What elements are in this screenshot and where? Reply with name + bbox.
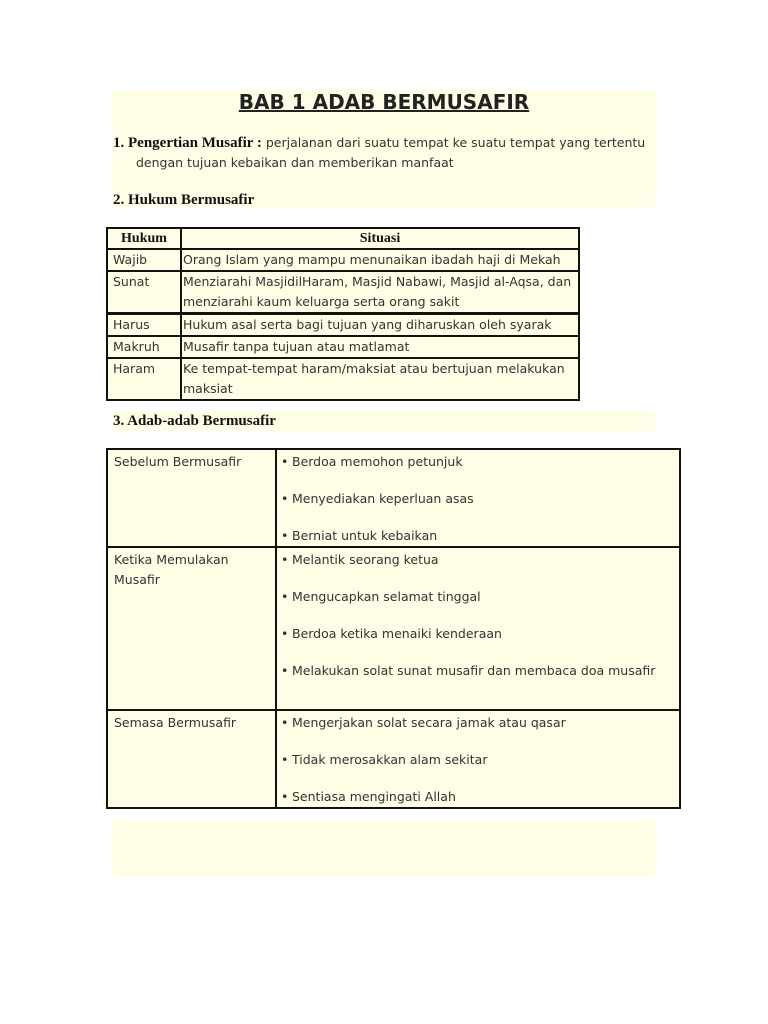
- list-item: [281, 713, 679, 733]
- cell-text-line: menziarahi kaum keluarga serta orang sakit: [183, 294, 460, 309]
- table-row: [107, 710, 680, 808]
- situasi-cell: [181, 249, 579, 271]
- bullet: •: [281, 491, 289, 506]
- list-item-text: Mengerjakan solat secara jamak atau qasar: [292, 715, 566, 730]
- adab-section-band: [113, 411, 655, 431]
- list-item-text: Mengucapkan selamat tinggal: [292, 589, 481, 604]
- list-item-text: Tidak merosakkan alam sekitar: [292, 752, 488, 767]
- table-header-row: [107, 228, 579, 249]
- bullet: •: [281, 789, 289, 804]
- phase-cell: [107, 449, 276, 547]
- page-title: BAB 1 ADAB BERMUSAFIR: [238, 90, 530, 114]
- cell-text-line: Ketika Memulakan: [114, 552, 229, 567]
- situasi-cell: [181, 358, 579, 400]
- hukum-cell: Wajib: [107, 249, 181, 271]
- cell-text-line: Hukum asal serta bagi tujuan yang diharuskan oleh syarak: [183, 317, 552, 332]
- list-item-text: Melakukan solat sunat musafir dan membaca doa musafir: [292, 663, 656, 678]
- bullet: •: [281, 752, 289, 767]
- items-cell: [276, 710, 680, 808]
- empty-section-block: [113, 820, 655, 877]
- cell-text-line: maksiat: [183, 381, 233, 396]
- table-row: [107, 547, 680, 710]
- cell-text-line: Semasa Bermusafir: [114, 715, 237, 730]
- hukum-cell: Haram: [107, 358, 181, 400]
- list-item: [281, 587, 679, 607]
- phase-cell: [107, 547, 276, 710]
- adab-table: [106, 448, 681, 809]
- definition-label: 1. Pengertian Musafir :: [113, 135, 262, 151]
- list-item-text: Berniat untuk kebaikan: [292, 528, 438, 543]
- phase-cell: [107, 710, 276, 808]
- cell-text-line: Musafir: [114, 572, 160, 587]
- cell-text-line: Ke tempat-tempat haram/maksiat atau bertujuan melakukan: [183, 361, 565, 376]
- definition-text: perjalanan dari suatu tempat ke suatu tempat yang tertentu: [265, 135, 646, 150]
- table-row: [107, 249, 579, 271]
- cell-text-line: Menziarahi MasjidilHaram, Masjid Nabawi, Masjid al-Aqsa, dan: [183, 274, 572, 289]
- definition-line: [113, 133, 645, 153]
- column-header-hukum: Hukum: [107, 228, 181, 249]
- table-row: [107, 449, 680, 547]
- hukum-heading: 2. Hukum Bermusafir: [113, 192, 255, 208]
- column-header-situasi: Situasi: [181, 228, 579, 249]
- bullet: •: [281, 552, 289, 567]
- hukum-cell: Sunat: [107, 271, 181, 314]
- list-item-text: Berdoa ketika menaiki kenderaan: [292, 626, 502, 641]
- cell-text-line: Orang Islam yang mampu menunaikan ibadah haji di Mekah: [183, 252, 561, 267]
- list-item-text: Sentiasa mengingati Allah: [292, 789, 456, 804]
- list-item: [281, 787, 679, 807]
- bullet: •: [281, 454, 289, 469]
- table-row: [107, 336, 579, 358]
- items-cell: [276, 547, 680, 710]
- list-item-text: Melantik seorang ketua: [292, 552, 439, 567]
- list-item: [281, 489, 679, 509]
- list-item: [281, 624, 679, 644]
- list-item: [281, 661, 679, 681]
- definition-text-continued: dengan tujuan kebaikan dan memberikan manfaat: [136, 155, 454, 170]
- situasi-cell: [181, 271, 579, 314]
- list-item: [281, 452, 679, 472]
- hukum-cell: Harus: [107, 314, 181, 337]
- bullet: •: [281, 715, 289, 730]
- bullet: •: [281, 626, 289, 641]
- hukum-cell: Makruh: [107, 336, 181, 358]
- bullet: •: [281, 663, 289, 678]
- bullet: •: [281, 528, 289, 543]
- table-row: [107, 314, 579, 337]
- list-item-text: Menyediakan keperluan asas: [292, 491, 474, 506]
- hukum-table: [106, 227, 580, 401]
- cell-text-line: Musafir tanpa tujuan atau matlamat: [183, 339, 410, 354]
- adab-heading: 3. Adab-adab Bermusafir: [113, 413, 276, 429]
- bullet: •: [281, 589, 289, 604]
- list-item-text: Berdoa memohon petunjuk: [292, 454, 463, 469]
- cell-text-line: Sebelum Bermusafir: [114, 454, 242, 469]
- list-item: [281, 526, 679, 546]
- list-item: [281, 550, 679, 570]
- items-cell: [276, 449, 680, 547]
- intro-section: [113, 90, 655, 207]
- list-item: [281, 750, 679, 770]
- situasi-cell: [181, 336, 579, 358]
- table-row: [107, 358, 579, 400]
- situasi-cell: [181, 314, 579, 337]
- table-row: [107, 271, 579, 314]
